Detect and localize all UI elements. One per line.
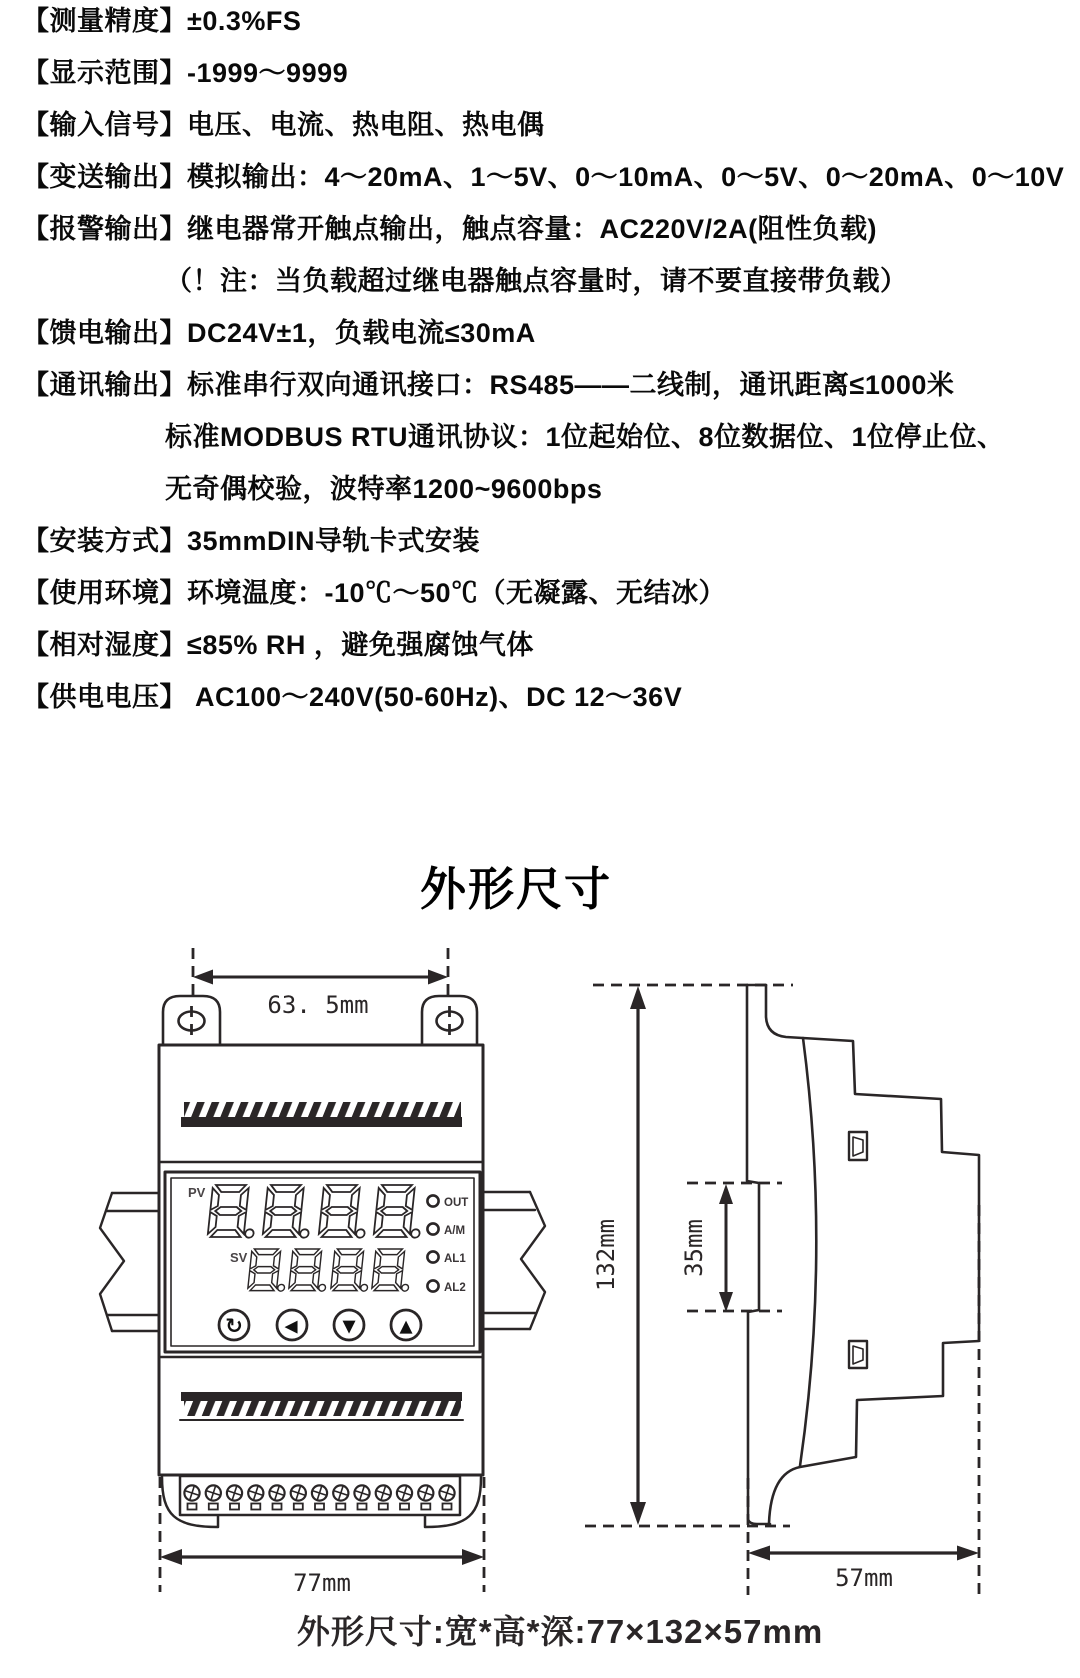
spec-line: 【通讯输出】标准串行双向通讯接口：RS485——二线制，通讯距离≤1000米 [22,370,955,400]
housing-outline [766,985,979,1523]
spec-line: 【变送输出】模拟输出：4～20mA、1～5V、0～10mA、0～5V、0～20mA、0～10V [22,162,1065,192]
down-arrow-icon: ▼ [342,1316,356,1337]
spec-list [22,0,1065,723]
dim-label-132mm: 132mm [592,1218,620,1292]
spec-line-continued: 无奇偶校验，波特率1200~9600bps [165,474,603,504]
spec-line: 【相对湿度】≤85% RH ，避免强腐蚀气体 [22,630,534,660]
spec-line: 【使用环境】环境温度：-10℃～50℃（无凝露、无结冰） [22,578,727,608]
led-am [427,1223,438,1234]
unit-side-profile [747,985,979,1524]
left-arrow-icon: ◀ [284,1316,298,1337]
front-view [100,948,545,1597]
dimension-drawing [0,930,1080,1630]
spec-line-continued: 标准MODBUS RTU通讯协议：1位起始位、8位数据位、1位停止位、 [165,422,1005,452]
dim-132mm [592,986,646,1525]
sv-label: SV [230,1250,248,1265]
rail-clip-bottom [849,1341,867,1368]
spec-line: 【馈电输出】DC24V±1，负载电流≤30mA [22,318,536,348]
dim-35mm [680,1184,733,1312]
rear-face-outline [747,985,770,1524]
bezel-curve [800,1038,816,1466]
dim-label-63-5mm: 63. 5mm [267,991,369,1019]
spec-line: 【测量精度】±0.3%FS [22,6,302,36]
spec-line: 【安装方式】35mmDIN导轨卡式安装 [22,526,481,556]
display-panel [165,1172,480,1352]
cycle-icon: ↻ [225,1314,243,1338]
led-am-label: A/M [444,1225,466,1237]
dim-57mm [748,1546,979,1593]
side-view [585,985,979,1595]
led-al2 [427,1280,438,1291]
led-al1 [427,1251,438,1262]
page-title: 外形尺寸 [420,863,612,915]
vent-grille-bottom [181,1392,462,1416]
led-out-label: OUT [444,1197,469,1209]
dimensions-caption: 外形尺寸:宽*高*深:77×132×57mm [296,1613,824,1650]
rail-clip-top [849,1132,867,1160]
dim-63-5mm [193,948,448,1044]
spec-line-note: （！注：当负载超过继电器触点容量时，请不要直接带负载） [165,266,908,296]
arrowhead-left [193,970,213,985]
arrowhead-right [428,970,448,985]
led-al2-label: AL2 [444,1282,466,1294]
spec-line: 【显示范围】-1999～9999 [22,58,349,88]
pv-label: PV [188,1185,206,1200]
led-out [427,1195,438,1206]
up-arrow-icon: ▲ [399,1316,413,1337]
rail-break-left [100,1193,124,1331]
rail-break-right [521,1192,545,1329]
dim-label-35mm: 35mm [680,1219,708,1277]
spec-line: 【输入信号】电压、电流、热电阻、热电偶 [22,110,545,140]
led-al1-label: AL1 [444,1253,466,1265]
dim-label-57mm: 57mm [835,1564,893,1592]
terminal-block [162,1476,481,1527]
spec-line: 【报警输出】继电器常开触点输出，触点容量：AC220V/2A(阻性负载) [22,214,878,244]
vent-grille-top [181,1102,462,1127]
spec-line: 【供电电压】 AC100～240V(50-60Hz)、DC 12～36V [22,682,683,712]
dim-label-77mm: 77mm [293,1569,351,1597]
